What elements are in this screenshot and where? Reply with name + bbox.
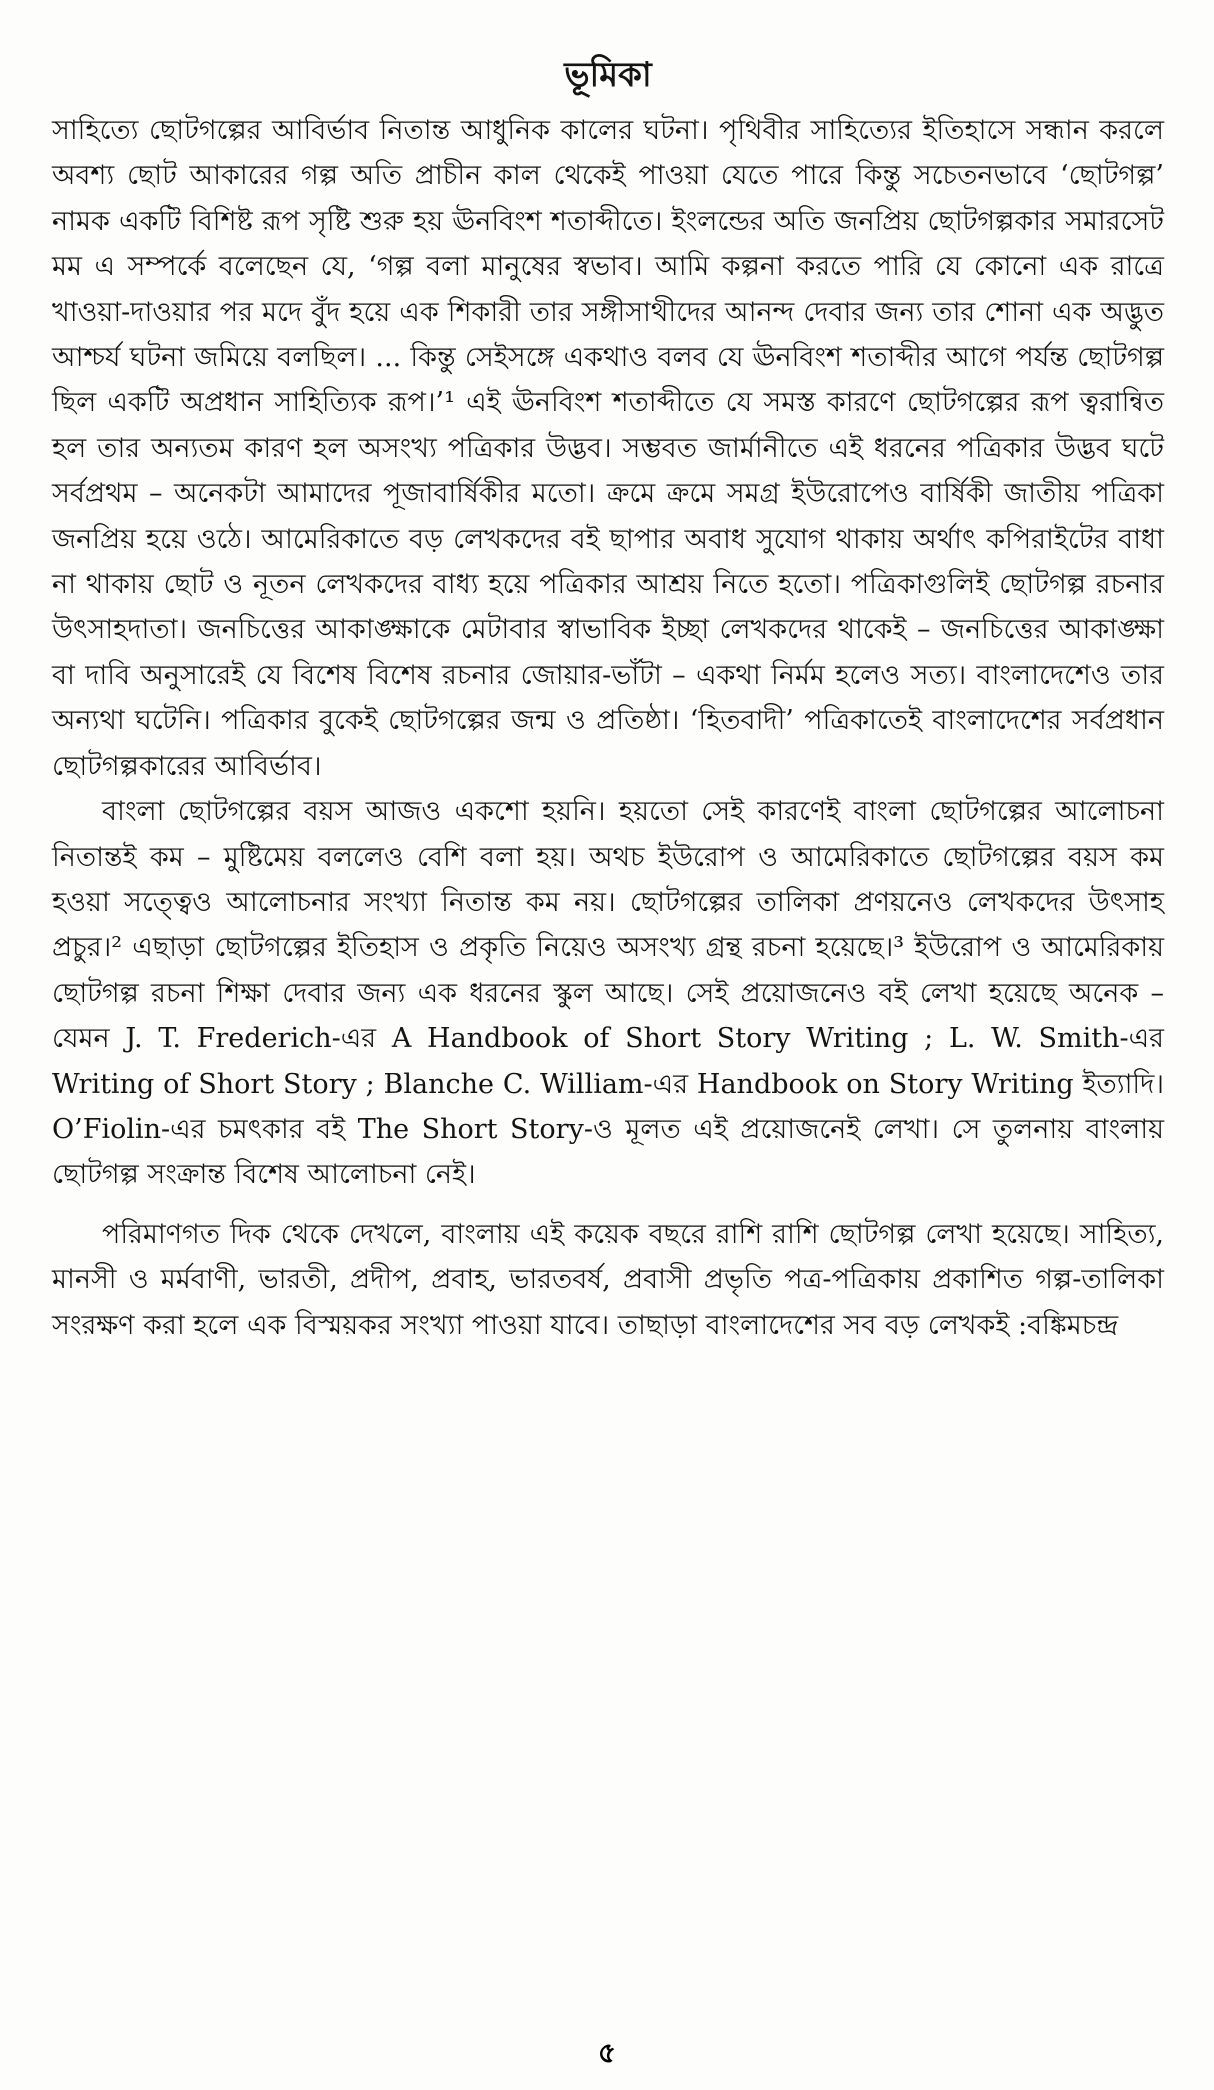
paragraph-1: সাহিত্যে ছোটগল্পের আবির্ভাব নিতান্ত আধুনিক কালের ঘটনা। পৃথিবীর সাহিত্যের ইতিহাসে সন্ধান করলে অবশ্য ছোট আকারের গল্প অতি প্রাচীন কাল থেকেই পাওয়া যেতে পারে কিন্তু সচেতনভাবে ‘ছোটগল্প’ নামক একটি বিশিষ্ট রূপ সৃষ্টি শুরু হয় ঊনবিংশ শতাব্দীতে। ইংলন্ডের অতি জনপ্রিয় ছোটগল্পকার সমারসেট মম এ সম্পর্কে বলেছেন যে, ‘গল্প বলা মানুষের স্বভাব। আমি কল্পনা করতে পারি যে কোনো এক রাত্রে খাওয়া-দাওয়ার পর মদে বুঁদ হয়ে এক শিকারী তার সঙ্গীসাথীদের আনন্দ দেবার জন্য তার শোনা এক অদ্ভুত আশ্চর্য ঘটনা জমিয়ে বলছিল। ... কিন্তু সেইসঙ্গে একথাও বলব যে ঊনবিংশ শতাব্দীর আগে পর্যন্ত ছোটগল্প ছিল একটি অপ্রধান সাহিত্যিক রূপ।’¹ এই ঊনবিংশ শতাব্দীতে যে সমস্ত কারণে ছোটগল্পের রূপ ত্বরান্বিত হল তার অন্যতম কারণ হল অসংখ্য পত্রিকার উদ্ভব। সম্ভবত জার্মানীতে এই ধরনের পত্রিকার উদ্ভব ঘটে সর্বপ্রথম – অনেকটা আমাদের পূজাবার্ষিকীর মতো। ক্রমে ক্রমে সমগ্র ইউরোপেও বার্ষিকী জাতীয় পত্রিকা জনপ্রিয় হয়ে ওঠে। আমেরিকাতে বড় লেখকদের বই ছাপার অবাধ সুযোগ থাকায় অর্থাৎ কপিরাইটের বাধা না থাকায় ছোট ও নূতন লেখকদের বাধ্য হয়ে পত্রিকার আশ্রয় নিতে হতো। পত্রিকাগুলিই ছোটগল্প রচনার উৎসাহদাতা। জনচিত্তের আকাঙ্ক্ষাকে মেটাবার স্বাভাবিক ইচ্ছা লেখকদের থাকেই – জনচিত্তের আকাঙ্ক্ষা বা দাবি অনুসারেই যে বিশেষ বিশেষ রচনার জোয়ার-ভাঁটা – একথা নির্মম হলেও সত্য। বাংলাদেশেও তার অন্যথা ঘটেনি। পত্রিকার বুকেই ছোটগল্পের জন্ম ও প্রতিষ্ঠা। ‘হিতবাদী’ পত্রিকাতেই বাংলাদেশের সর্বপ্রধান ছোটগল্পকারের আবির্ভাব। — [52, 115, 1164, 782]
page-title: ভূমিকা — [564, 55, 652, 95]
paragraph-3: পরিমাণগত দিক থেকে দেখলে, বাংলায় এই কয়েক বছরে রাশি রাশি ছোটগল্প লেখা হয়েছে। সাহিত্য, মানসী ও মর্মবাণী, ভারতী, প্রদীপ, প্রবাহ, ভারতবর্ষ, প্রবাসী প্রভৃতি পত্র-পত্রিকায় প্রকাশিত গল্প-তালিকা সংরক্ষণ করা হলে এক বিস্ময়কর সংখ্যা পাওয়া যাবে। তাছাড়া বাংলাদেশের সব বড় লেখকই :বঙ্কিমচন্দ্র — [52, 1218, 1164, 1341]
book-page — [52, 52, 1164, 2052]
page-number: ৫ — [597, 2038, 617, 2069]
paragraph-2: বাংলা ছোটগল্পের বয়স আজও একশো হয়নি। হয়তো সেই কারণেই বাংলা ছোটগল্পের আলোচনা নিতান্তই কম – মুষ্টিমেয় বললেও বেশি বলা হয়। অথচ ইউরোপ ও আমেরিকাতে ছোটগল্পের বয়স কম হওয়া সত্ত্বেও আলোচনার সংখ্যা নিতান্ত কম নয়। ছোটগল্পের তালিকা প্রণয়নেও লেখকদের উৎসাহ প্রচুর।² এছাড়া ছোটগল্পের ইতিহাস ও প্রকৃতি নিয়েও অসংখ্য গ্রন্থ রচনা হয়েছে।³ ইউরোপ ও আমেরিকায় ছোটগল্প রচনা শিক্ষা দেবার জন্য এক ধরনের স্কুল আছে। সেই প্রয়োজনেও বই লেখা হয়েছে অনেক – যেমন J. T. Frederich-এর A Handbook of Short Story Writing ; L. W. Smith-এর Writing of Short Story ; Blanche C. William-এর Handbook on Story Writing ইত্যাদি। O’Fiolin-এর চমৎকার বই The Short Story-ও মূলত এই প্রয়োজনেই লেখা। সে তুলনায় বাংলায় ছোটগল্প সংক্রান্ত বিশেষ আলোচনা নেই। — [52, 796, 1164, 1191]
